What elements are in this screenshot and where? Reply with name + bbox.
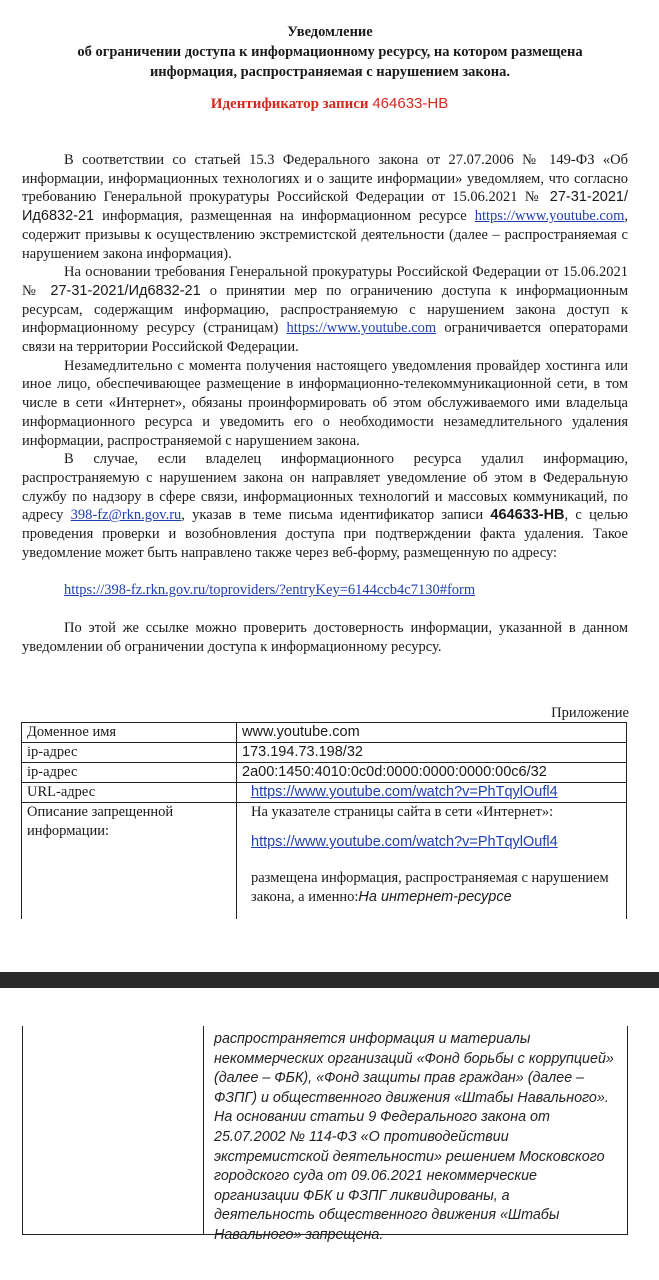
description-cell <box>237 803 627 920</box>
continued-description: распространяется информация и материалы некоммерческих организаций «Фонд борьбы с коррупцией» (далее – ФБК), «Фонд защиты прав граждан» (далее – ФЗПГ) и общественного движения «Штабы Навального». На основании статьи 9 Федерального закона от 25.07.2002 № 114-ФЗ «О противодействии экстремистской деятельности» решением Московского городского суда от 09.06.2021 некоммерческие организации ФБК и ФЗПГ ликвидированы, а деятельность общественного движения «Штабы Навального» запрещена. <box>214 1031 614 1243</box>
description-key: Описание запрещенной информации: <box>22 803 237 920</box>
p2-text-a: На основании требования Генеральной прокуратуры Российской Федерации от 15.06.2021 № <box>22 264 628 299</box>
paragraph-3: Незамедлительно с момента получения настоящего уведомления провайдер хостинга или иное лицо, обеспечивающее размещение в информационно-телекоммуникационной сети, в том числе в сети «Интернет», обязаны проинформировать об этом обслуживаемого ими владельца информационного ресурса и уведомить его о необходимости незамедлительного удаления информации, распространяемой с нарушением закона. <box>22 357 628 449</box>
notice-body <box>22 151 628 562</box>
paragraph-1 <box>22 151 628 263</box>
p1-resource-link[interactable]: https://www.youtube.com <box>474 208 625 225</box>
paragraph-2 <box>22 263 628 357</box>
closing-text: По этой же ссылке можно проверить достоверность информации, указанной в данном уведомлении об ограничении доступа к информационному ресурсу. <box>22 620 628 655</box>
ip-key: ip-адрес <box>22 743 237 763</box>
url-link[interactable]: https://www.youtube.com/watch?v=PhTqylOufl4 <box>251 784 558 800</box>
description-tail-text: размещена информация, распространяемая с нарушением закона, а именно: <box>251 870 609 905</box>
p2-resource-link[interactable]: https://www.youtube.com <box>286 320 437 337</box>
table-row <box>22 723 627 743</box>
table-row <box>22 743 627 763</box>
p1-text-a: В соответствии со статьей 15.3 Федерального закона от 27.07.2006 № 149-ФЗ «Об информации, информационных технологиях и о защите информации» уведомляем, что согласно требованию Генеральной прокуратуры Российской Федерации от 15.06.2021 № <box>22 152 628 206</box>
paragraph-4 <box>22 450 628 562</box>
url-key: URL-адрес <box>22 783 237 803</box>
description-tail-italic: На интернет-ресурсе <box>358 889 512 905</box>
p4-text-c: , с целью проведения проверки и возобновления доступа при подтверждении факта удаления. Такое уведомление может быть направлено также через веб-форму, размещенную по адресу: <box>22 507 629 561</box>
document-title <box>20 22 640 82</box>
ip-value: 173.194.73.198/32 <box>237 743 627 763</box>
url-cell <box>237 783 627 803</box>
domain-value: www.youtube.com <box>237 723 627 743</box>
ipv6-value: 2a00:1450:4010:0c0d:0000:0000:0000:00c6/32 <box>237 763 627 783</box>
annex-label: Приложение <box>551 705 629 721</box>
domain-key: Доменное имя <box>22 723 237 743</box>
document-page-2 <box>0 988 659 1280</box>
p1-requirement-number: 27-31-2021/Ид6832-21 <box>22 189 628 225</box>
page-gap <box>0 932 659 974</box>
description-intro: На указателе страницы сайта в сети «Интернет»: <box>251 804 554 820</box>
identifier-value: 464633-НВ <box>372 95 449 112</box>
p2-text-c: ограничивается операторами связи на территории Российской Федерации. <box>22 320 629 356</box>
description-url-wrap <box>251 833 621 852</box>
identifier-label: Идентификатор записи <box>210 96 369 112</box>
description-tail <box>251 869 621 919</box>
web-form-link[interactable]: https://398-fz.rkn.gov.ru/toproviders/?entryKey=6144ccb4c7130#form <box>64 582 476 598</box>
p1-text-b: информация, размещенная на информационном ресурсе <box>94 208 475 225</box>
table-row <box>22 803 627 920</box>
email-link[interactable]: 398-fz@rkn.gov.ru <box>70 507 182 524</box>
p4-record-id: 464633-НВ <box>490 507 565 524</box>
title-line-2: об ограничении доступа к информационному ресурсу, на котором размещена <box>77 44 583 60</box>
p2-text-b: о принятии мер по ограничению доступа к информационным ресурсам, содержащим информацию, распространяемую с нарушением закона доступ к информационному ресурсу (страницам) <box>22 282 628 337</box>
record-identifier <box>0 95 659 113</box>
table-row <box>22 783 627 803</box>
p4-text-a: В случае, если владелец информационного ресурса удалил информацию, распространяемую с нарушением закона он направляет уведомление об этом в Федеральную службу по надзору в сфере связи, информационных технологий и массовых коммуникаций, по адресу <box>22 451 628 524</box>
p4-text-b: , указав в теме письма идентификатор записи <box>181 507 491 524</box>
title-line-3: информация, распространяемая с нарушением закона. <box>149 64 511 80</box>
p1-text-c: , содержит призывы к осуществлению экстремистской деятельности (далее – распространяемая с нарушением закона информация). <box>22 208 628 262</box>
annex-table <box>21 722 627 919</box>
closing-paragraph <box>22 619 628 656</box>
table-row <box>22 763 627 783</box>
continued-key-cell <box>22 1026 204 1235</box>
ipv6-key: ip-адрес <box>22 763 237 783</box>
title-line-1: Уведомление <box>287 24 373 40</box>
page-divider <box>0 972 659 988</box>
p2-requirement-number: 27-31-2021/Ид6832-21 <box>50 282 201 299</box>
description-url-link[interactable]: https://www.youtube.com/watch?v=PhTqylOufl4 <box>251 834 558 850</box>
